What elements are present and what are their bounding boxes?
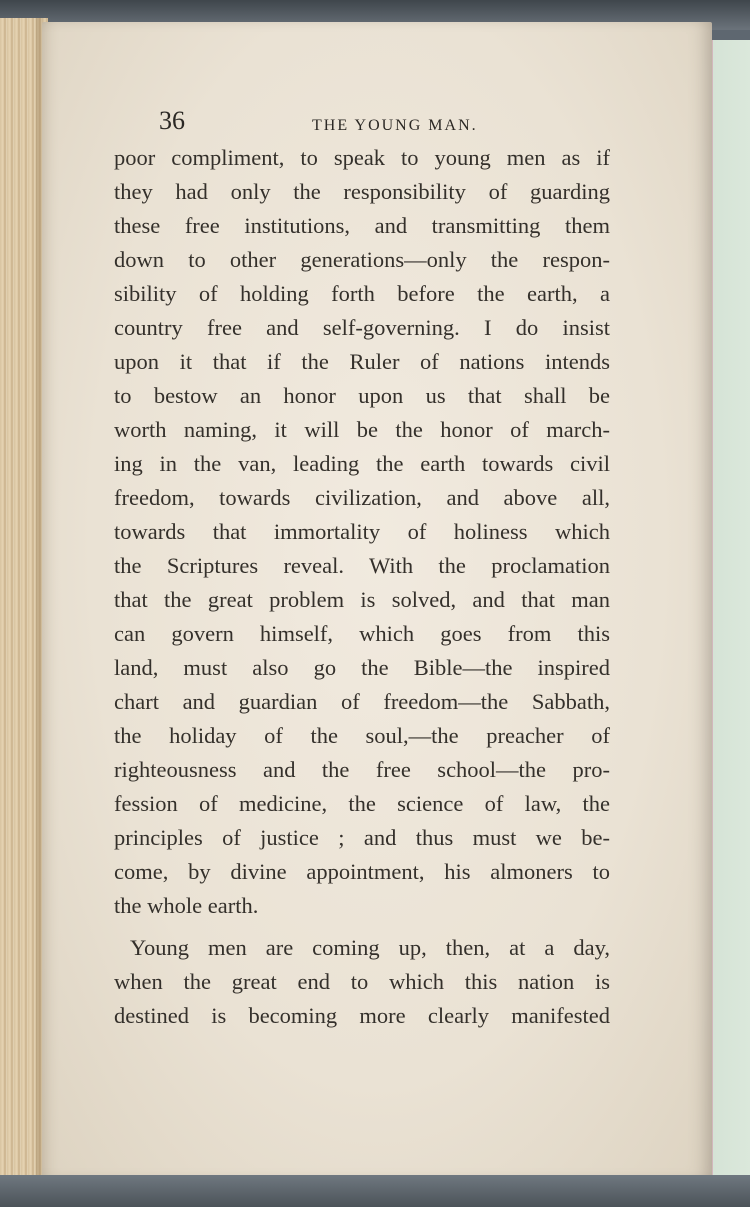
text-line: towards that immortality of holiness which	[114, 519, 610, 544]
text-line: that the great problem is solved, and that man	[114, 587, 610, 612]
text-line: upon it that if the Ruler of nations intends	[114, 349, 610, 374]
text-line: come, by divine appointment, his almoners to	[114, 859, 610, 884]
text-line: the whole earth.	[114, 893, 259, 918]
text-line: these free institutions, and transmitting them	[114, 213, 610, 238]
text-line: the holiday of the soul,—the preacher of	[114, 723, 610, 748]
text-line: fession of medicine, the science of law, the	[114, 791, 610, 816]
text-line: they had only the responsibility of guarding	[114, 179, 610, 204]
text-line: destined is becoming more clearly manifested	[114, 1003, 610, 1028]
paragraph	[114, 141, 610, 923]
body-text	[114, 141, 610, 1033]
text-line: Young men are coming up, then, at a day,	[130, 935, 610, 960]
text-line: can govern himself, which goes from this	[114, 621, 610, 646]
text-line: ing in the van, leading the earth towards civil	[114, 451, 610, 476]
text-line: sibility of holding forth before the earth, a	[114, 281, 610, 306]
text-line: principles of justice ; and thus must we be-	[114, 825, 610, 850]
text-line: the Scriptures reveal. With the proclamation	[114, 553, 610, 578]
text-line: righteousness and the free school—the pro-	[114, 757, 610, 782]
text-line: freedom, towards civilization, and above all,	[114, 485, 610, 510]
paragraph	[114, 931, 610, 1033]
page-number: 36	[159, 106, 185, 135]
text-line: land, must also go the Bible—the inspired	[114, 655, 610, 680]
text-line: to bestow an honor upon us that shall be	[114, 383, 610, 408]
text-line: down to other generations—only the respon-	[114, 247, 610, 272]
text-line: country free and self-governing. I do insist	[114, 315, 610, 340]
text-line: poor compliment, to speak to young men as if	[114, 145, 610, 170]
running-head: THE YOUNG MAN.	[312, 117, 478, 134]
paragraph-gap	[114, 923, 610, 931]
text-line: chart and guardian of freedom—the Sabbath,	[114, 689, 610, 714]
text-line: worth naming, it will be the honor of march-	[114, 417, 610, 442]
text-line: when the great end to which this nation is	[114, 969, 610, 994]
book-cover-bottom	[0, 1175, 750, 1207]
